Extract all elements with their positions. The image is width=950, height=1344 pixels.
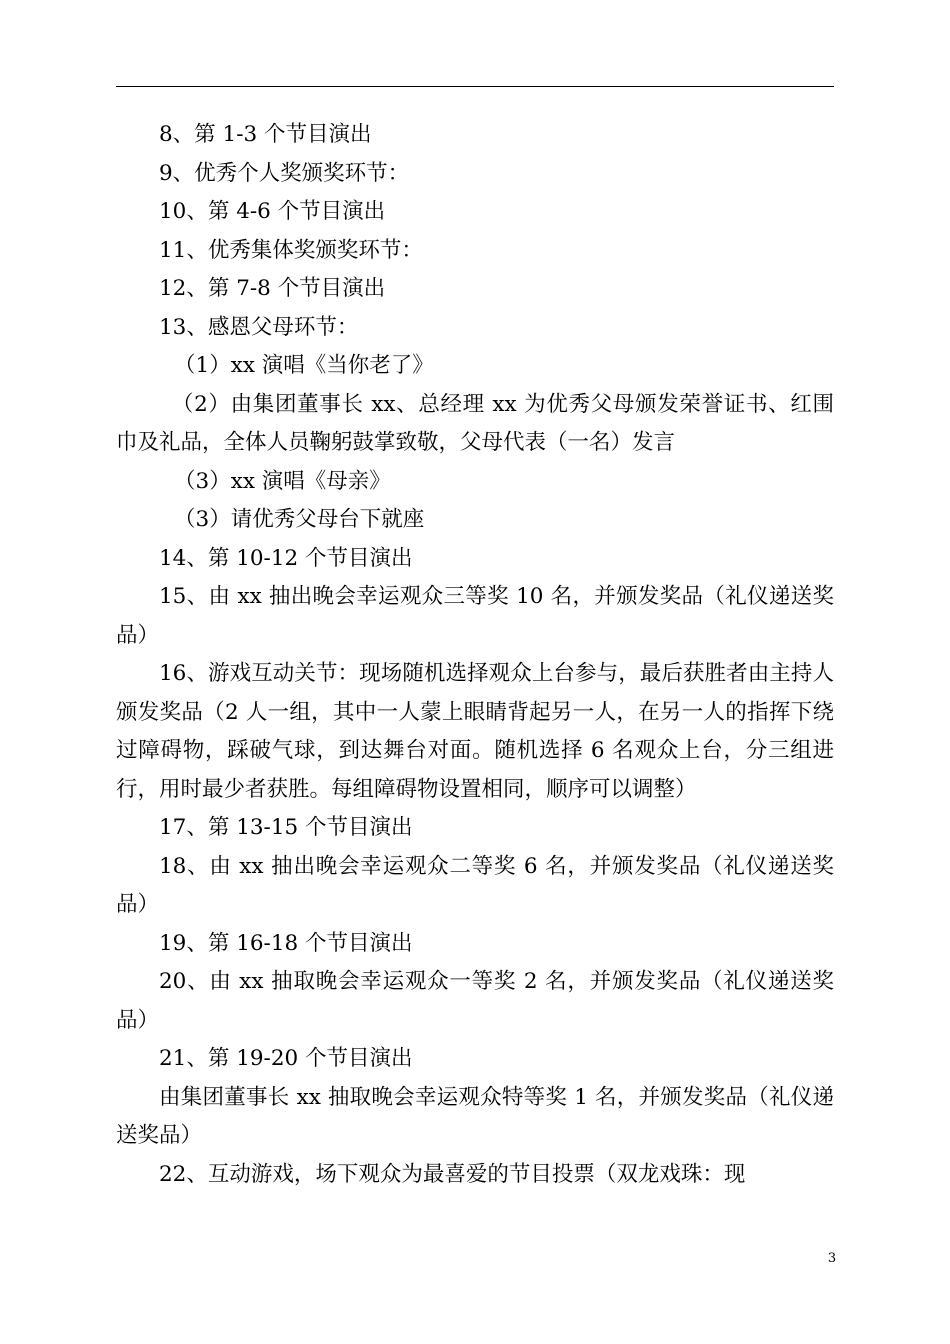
paragraph-item-11: 11、优秀集体奖颁奖环节： <box>159 237 423 263</box>
paragraph-grand-prize: 由集团董事长 xx 抽取晚会幸运观众特等奖 1 名，并颁发奖品（礼仪递送奖品） <box>116 1084 834 1148</box>
paragraph-sub-3a: （3）xx 演唱《母亲》 <box>174 468 391 494</box>
paragraph-item-12: 12、第 7-8 个节目演出 <box>159 276 386 301</box>
paragraph-item-20: 20、由 xx 抽取晚会幸运观众一等奖 2 名，并颁发奖品（礼仪递送奖品） <box>116 969 834 1033</box>
page-number: 3 <box>827 1251 837 1266</box>
paragraph-sub-1: （1）xx 演唱《当你老了》 <box>174 353 434 378</box>
paragraph-item-14: 14、第 10-12 个节目演出 <box>159 545 413 571</box>
header-rule <box>116 86 834 87</box>
document-body <box>116 116 834 1194</box>
paragraph-item-18: 18、由 xx 抽出晚会幸运观众二等奖 6 名，并颁发奖品（礼仪递送奖品） <box>116 853 834 917</box>
paragraph-item-16: 16、游戏互动关节：现场随机选择观众上台参与，最后获胜者由主持人颁发奖品（2 人一组，其中一人蒙上眼睛背起另一人，在另一人的指挥下绕过障碍物，踩破气球，到达舞台对面。随机选择 6 名观众上台，分三组进行，用时最少者获胜。每组障碍物设置相同，顺序可以调整） <box>116 661 834 802</box>
paragraph-sub-2: （2）由集团董事长 xx、总经理 xx 为优秀父母颁发荣誉证书、红围巾及礼品，全体人员鞠躬鼓掌致敬，父母代表（一名）发言 <box>116 391 834 455</box>
paragraph-item-9: 9、优秀个人奖颁奖环节： <box>159 160 410 186</box>
paragraph-item-8: 8、第 1-3 个节目演出 <box>159 122 372 147</box>
paragraph-sub-3b: （3）请优秀父母台下就座 <box>174 507 425 532</box>
paragraph-item-10: 10、第 4-6 个节目演出 <box>159 199 386 224</box>
paragraph-item-19: 19、第 16-18 个节目演出 <box>159 930 413 956</box>
paragraph-item-17: 17、第 13-15 个节目演出 <box>159 815 413 840</box>
paragraph-item-15: 15、由 xx 抽出晚会幸运观众三等奖 10 名，并颁发奖品（礼仪递送奖品） <box>116 584 834 648</box>
paragraph-item-13: 13、感恩父母环节： <box>159 314 359 340</box>
paragraph-item-22: 22、互动游戏，场下观众为最喜爱的节目投票（双龙戏珠：现 <box>159 1161 746 1187</box>
paragraph-item-21: 21、第 19-20 个节目演出 <box>159 1046 413 1071</box>
